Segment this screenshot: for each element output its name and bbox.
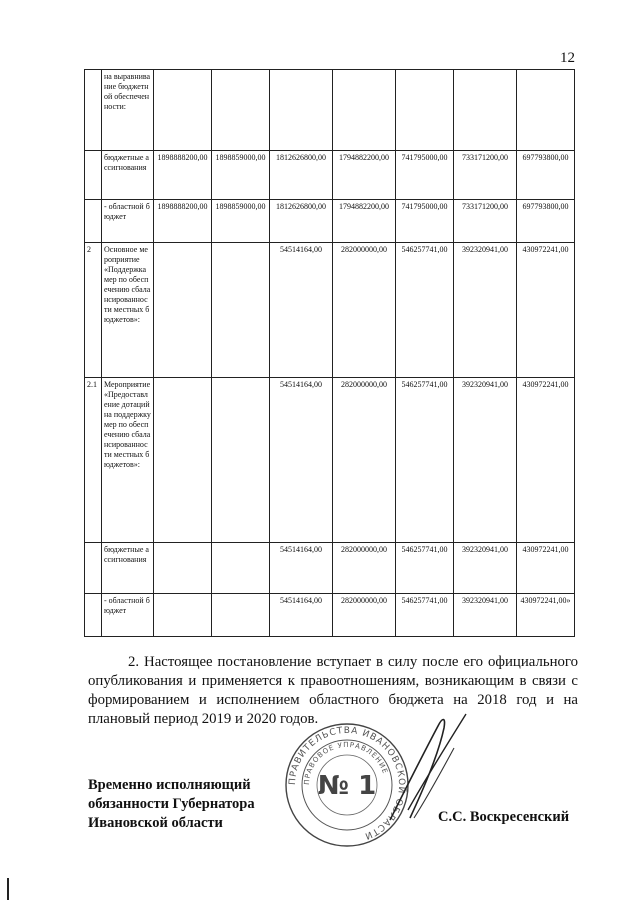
row-name-cell: бюджетные ассигнования <box>102 543 154 594</box>
amount-cell: 430972241,00 <box>517 543 575 594</box>
amount-cell <box>154 378 212 543</box>
page-number: 12 <box>560 50 575 66</box>
amount-cell <box>154 243 212 378</box>
amount-cell: 733171200,00 <box>454 200 517 243</box>
amount-cell: 282000000,00 <box>333 378 396 543</box>
table-row <box>85 200 575 243</box>
amount-cell: 54514164,00 <box>270 243 333 378</box>
amount-cell <box>333 70 396 151</box>
row-name-cell: на выравнивание бюджетной обеспеченности: <box>102 70 154 151</box>
effective-date-paragraph: 2. Настоящее постановление вступает в силу после его официального опубликования и применяется к правоотношениям, возникающим в связи с формированием и исполнением областного бюджета на 2018 год и на плановый период 2019 и 2020 годов. <box>88 654 578 727</box>
amount-cell: 392320941,00 <box>454 378 517 543</box>
budget-table <box>84 69 575 637</box>
table-row <box>85 543 575 594</box>
amount-cell: 741795000,00 <box>396 151 454 200</box>
row-name-cell: Основное мероприятие «Поддержка мер по обеспечению сбалансированности местных бюджетов»: <box>102 243 154 378</box>
seal-inner-text: ПРАВОВОЕ УПРАВЛЕНИЕ <box>302 740 390 786</box>
row-number-cell <box>85 594 102 637</box>
row-number-cell: 2.1 <box>85 378 102 543</box>
amount-cell: 430972241,00 <box>517 243 575 378</box>
signer-name: С.С. Воскресенский <box>438 809 570 825</box>
amount-cell: 1898859000,00 <box>212 151 270 200</box>
amount-cell: 1898888200,00 <box>154 151 212 200</box>
amount-cell: 741795000,00 <box>396 200 454 243</box>
amount-cell: 1812626800,00 <box>270 151 333 200</box>
row-number-cell: 2 <box>85 243 102 378</box>
row-number-cell <box>85 151 102 200</box>
row-name-cell: - областной бюджет <box>102 594 154 637</box>
row-number-cell <box>85 200 102 243</box>
seal-number: № 1 <box>317 771 377 801</box>
seal-outer-text: ПРАВИТЕЛЬСТВА ИВАНОВСКОЙ ОБЛАСТИ <box>287 725 407 841</box>
table-body <box>85 70 575 637</box>
amount-cell <box>154 70 212 151</box>
table-row <box>85 243 575 378</box>
amount-cell <box>154 543 212 594</box>
amount-cell: 392320941,00 <box>454 594 517 637</box>
amount-cell <box>212 378 270 543</box>
amount-cell: 54514164,00 <box>270 378 333 543</box>
margin-mark <box>7 878 9 900</box>
row-name-cell: Мероприятие «Предоставление дотаций на поддержку мер по обеспечению сбалансированности местных бюджетов»: <box>102 378 154 543</box>
row-number-cell <box>85 70 102 151</box>
amount-cell: 392320941,00 <box>454 243 517 378</box>
amount-cell <box>212 70 270 151</box>
amount-cell: 697793800,00 <box>517 151 575 200</box>
amount-cell <box>212 543 270 594</box>
amount-cell: 392320941,00 <box>454 543 517 594</box>
amount-cell: 1898888200,00 <box>154 200 212 243</box>
amount-cell <box>517 70 575 151</box>
amount-cell: 430972241,00» <box>517 594 575 637</box>
table-row <box>85 594 575 637</box>
signer-title: Временно исполняющий обязанности Губернатора Ивановской области <box>88 777 255 831</box>
amount-cell <box>154 594 212 637</box>
table-row <box>85 378 575 543</box>
amount-cell: 282000000,00 <box>333 243 396 378</box>
table-row <box>85 151 575 200</box>
amount-cell: 54514164,00 <box>270 594 333 637</box>
amount-cell: 54514164,00 <box>270 543 333 594</box>
amount-cell <box>454 70 517 151</box>
amount-cell <box>212 594 270 637</box>
row-number-cell <box>85 543 102 594</box>
amount-cell: 546257741,00 <box>396 543 454 594</box>
amount-cell: 1794882200,00 <box>333 200 396 243</box>
amount-cell: 1898859000,00 <box>212 200 270 243</box>
amount-cell <box>396 70 454 151</box>
amount-cell: 546257741,00 <box>396 378 454 543</box>
amount-cell: 282000000,00 <box>333 594 396 637</box>
amount-cell: 430972241,00 <box>517 378 575 543</box>
amount-cell <box>270 70 333 151</box>
row-name-cell: - областной бюджет <box>102 200 154 243</box>
amount-cell: 1794882200,00 <box>333 151 396 200</box>
row-name-cell: бюджетные ассигнования <box>102 151 154 200</box>
amount-cell: 697793800,00 <box>517 200 575 243</box>
amount-cell: 282000000,00 <box>333 543 396 594</box>
amount-cell: 1812626800,00 <box>270 200 333 243</box>
amount-cell: 546257741,00 <box>396 594 454 637</box>
amount-cell <box>212 243 270 378</box>
table-row <box>85 70 575 151</box>
amount-cell: 733171200,00 <box>454 151 517 200</box>
amount-cell: 546257741,00 <box>396 243 454 378</box>
